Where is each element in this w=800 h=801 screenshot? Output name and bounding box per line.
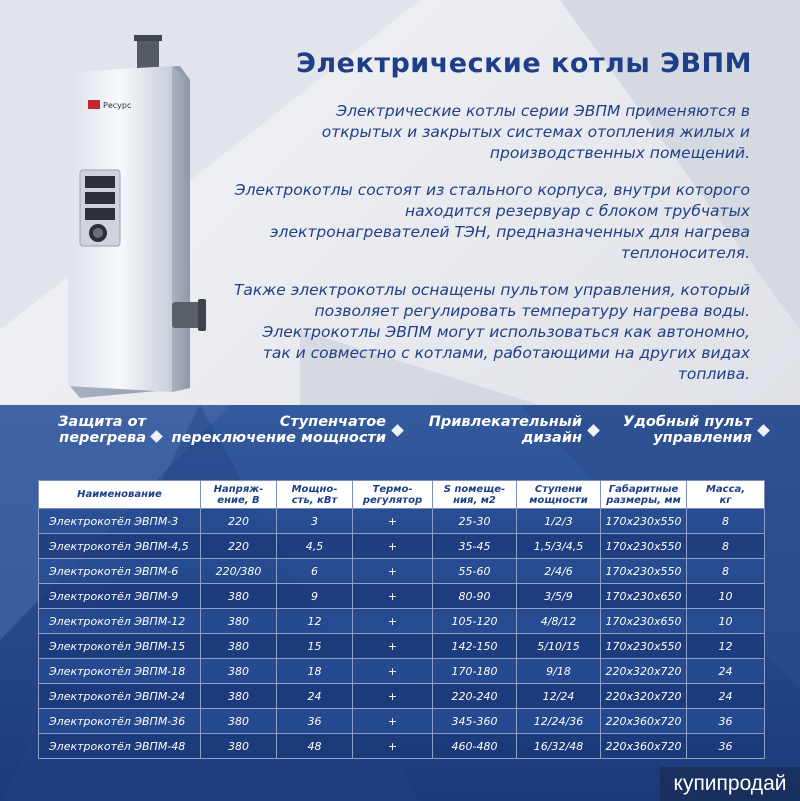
- table-header-cell: [277, 481, 353, 509]
- table-cell: +: [353, 559, 433, 584]
- header-line: Мощно-: [291, 483, 338, 495]
- table-cell: 24: [687, 659, 765, 684]
- table-cell: 80-90: [433, 584, 517, 609]
- header-line: Габаритные: [608, 483, 679, 495]
- paragraph-control: Также электрокотлы оснащены пультом управления, который позволяет регулировать температуру нагрева воды. Электрокотлы ЭВПМ могут использоваться как автономно, так и совместно с котлами, работающими на других видах топлива.: [233, 281, 750, 383]
- table-cell: 24: [277, 684, 353, 709]
- table-header-cell: [687, 481, 765, 509]
- table-cell: 25-30: [433, 509, 517, 534]
- feature-line: Привлекательный: [428, 414, 582, 430]
- table-cell: +: [353, 609, 433, 634]
- boiler-image: [40, 20, 240, 410]
- table-cell: 18: [277, 659, 353, 684]
- table-cell: +: [353, 584, 433, 609]
- feature-line: переключение мощности: [171, 430, 386, 446]
- table-header-row: [39, 481, 765, 509]
- table-cell: +: [353, 634, 433, 659]
- table-cell: 15: [277, 634, 353, 659]
- table-cell: 220x360x720: [601, 709, 687, 734]
- model-name-cell: Электрокотёл ЭВПМ-6: [39, 559, 201, 584]
- table-cell: 9/18: [517, 659, 601, 684]
- model-name-cell: Электрокотёл ЭВПМ-18: [39, 659, 201, 684]
- header-line: Масса,: [705, 483, 746, 495]
- header-line: Напряж-: [213, 483, 264, 495]
- table-cell: 170x230x550: [601, 559, 687, 584]
- table-cell: 6: [277, 559, 353, 584]
- table-cell: 10: [687, 584, 765, 609]
- table-cell: 220x320x720: [601, 684, 687, 709]
- table-cell: 2/4/6: [517, 559, 601, 584]
- table-cell: 8: [687, 534, 765, 559]
- header-line: ния, м2: [453, 494, 496, 506]
- table-cell: 170x230x650: [601, 609, 687, 634]
- model-name-cell: Электрокотёл ЭВПМ-12: [39, 609, 201, 634]
- feature-line: управления: [653, 430, 752, 446]
- table-cell: 48: [277, 734, 353, 759]
- table-cell: 170x230x550: [601, 534, 687, 559]
- table-cell: 3/5/9: [517, 584, 601, 609]
- table-cell: 380: [201, 734, 277, 759]
- table-cell: 220x360x720: [601, 734, 687, 759]
- table-cell: 55-60: [433, 559, 517, 584]
- table-row: [39, 509, 765, 534]
- feature-overheat-protection: [56, 414, 146, 446]
- table-row: [39, 634, 765, 659]
- table-cell: 16/32/48: [517, 734, 601, 759]
- table-cell: 1,5/3/4,5: [517, 534, 601, 559]
- table-cell: 345-360: [433, 709, 517, 734]
- table-cell: 220: [201, 534, 277, 559]
- table-row: [39, 559, 765, 584]
- table-cell: 24: [687, 684, 765, 709]
- table-cell: 380: [201, 634, 277, 659]
- header-line: сть, кВт: [291, 494, 338, 506]
- table-cell: 170x230x550: [601, 634, 687, 659]
- header-line: размеры, мм: [606, 494, 681, 506]
- table-cell: 170x230x650: [601, 584, 687, 609]
- table-cell: 5/10/15: [517, 634, 601, 659]
- feature-step-switching: [164, 414, 386, 446]
- table-cell: 10: [687, 609, 765, 634]
- table-cell: 220/380: [201, 559, 277, 584]
- header-line: Термо-: [372, 483, 413, 495]
- feature-line: перегрева: [59, 430, 146, 446]
- table-cell: 380: [201, 584, 277, 609]
- header-line: регулятор: [362, 494, 423, 506]
- table-header-cell: [517, 481, 601, 509]
- table-cell: 12/24/36: [517, 709, 601, 734]
- table-cell: 142-150: [433, 634, 517, 659]
- model-name-cell: Электрокотёл ЭВПМ-4,5: [39, 534, 201, 559]
- table-header-cell: [353, 481, 433, 509]
- feature-line: дизайн: [521, 430, 582, 446]
- table-row: [39, 584, 765, 609]
- model-name-cell: Электрокотёл ЭВПМ-24: [39, 684, 201, 709]
- table-header-cell: [201, 481, 277, 509]
- table-cell: +: [353, 509, 433, 534]
- feature-line: Защита от: [58, 414, 146, 430]
- table-cell: 8: [687, 509, 765, 534]
- boiler-brand: Ресурс: [103, 101, 132, 110]
- table-cell: 8: [687, 559, 765, 584]
- model-name-cell: Электрокотёл ЭВПМ-9: [39, 584, 201, 609]
- table-cell: +: [353, 659, 433, 684]
- table-row: [39, 659, 765, 684]
- table-cell: 35-45: [433, 534, 517, 559]
- table-cell: +: [353, 709, 433, 734]
- feature-line: Удобный пульт: [623, 414, 752, 430]
- table-cell: 36: [687, 709, 765, 734]
- table-header-cell: [39, 481, 201, 509]
- header-line: кг: [719, 494, 732, 506]
- model-name-cell: Электрокотёл ЭВПМ-36: [39, 709, 201, 734]
- watermark: купипродай: [660, 767, 800, 801]
- model-name-cell: Электрокотёл ЭВПМ-48: [39, 734, 201, 759]
- table-cell: 36: [277, 709, 353, 734]
- table-cell: 12: [277, 609, 353, 634]
- header-line: Наименование: [77, 489, 162, 500]
- table-row: [39, 534, 765, 559]
- specs-table: [38, 480, 765, 759]
- table-cell: 460-480: [433, 734, 517, 759]
- table-cell: 380: [201, 609, 277, 634]
- table-header-cell: [601, 481, 687, 509]
- table-cell: +: [353, 684, 433, 709]
- model-name-cell: Электрокотёл ЭВПМ-3: [39, 509, 201, 534]
- table-cell: 220: [201, 509, 277, 534]
- header-line: S помеще-: [443, 483, 506, 495]
- table-header-cell: [433, 481, 517, 509]
- table-cell: 36: [687, 734, 765, 759]
- header-line: Ступени: [534, 483, 583, 495]
- table-row: [39, 609, 765, 634]
- header-line: мощности: [529, 494, 588, 506]
- table-cell: 170x230x550: [601, 509, 687, 534]
- table-cell: 380: [201, 659, 277, 684]
- table-cell: +: [353, 534, 433, 559]
- table-row: [39, 684, 765, 709]
- table-cell: 380: [201, 709, 277, 734]
- header-line: ение, В: [217, 494, 260, 506]
- table-row: [39, 734, 765, 759]
- page-title: Электрические котлы ЭВПМ: [296, 48, 752, 79]
- model-name-cell: Электрокотёл ЭВПМ-15: [39, 634, 201, 659]
- feature-convenient-control: [610, 414, 752, 446]
- paragraph-construction: Электрокотлы состоят из стального корпуса, внутри которого находится резервуар с блоком трубчатых электронагревателей ТЭН, предназначенных для нагрева теплоносителя.: [234, 181, 750, 262]
- table-cell: 380: [201, 684, 277, 709]
- table-cell: 1/2/3: [517, 509, 601, 534]
- table-cell: 220x320x720: [601, 659, 687, 684]
- table-cell: 12: [687, 634, 765, 659]
- table-cell: 12/24: [517, 684, 601, 709]
- table-cell: 105-120: [433, 609, 517, 634]
- table-cell: 9: [277, 584, 353, 609]
- table-cell: 4,5: [277, 534, 353, 559]
- table-cell: +: [353, 734, 433, 759]
- table-cell: 3: [277, 509, 353, 534]
- table-cell: 4/8/12: [517, 609, 601, 634]
- feature-line: Ступенчатое: [279, 414, 386, 430]
- table-cell: 220-240: [433, 684, 517, 709]
- table-cell: 170-180: [433, 659, 517, 684]
- table-row: [39, 709, 765, 734]
- paragraph-usage: Электрические котлы серии ЭВПМ применяются в открытых и закрытых системах отопления жилых и производственных помещений.: [321, 102, 750, 162]
- feature-attractive-design: [410, 414, 582, 446]
